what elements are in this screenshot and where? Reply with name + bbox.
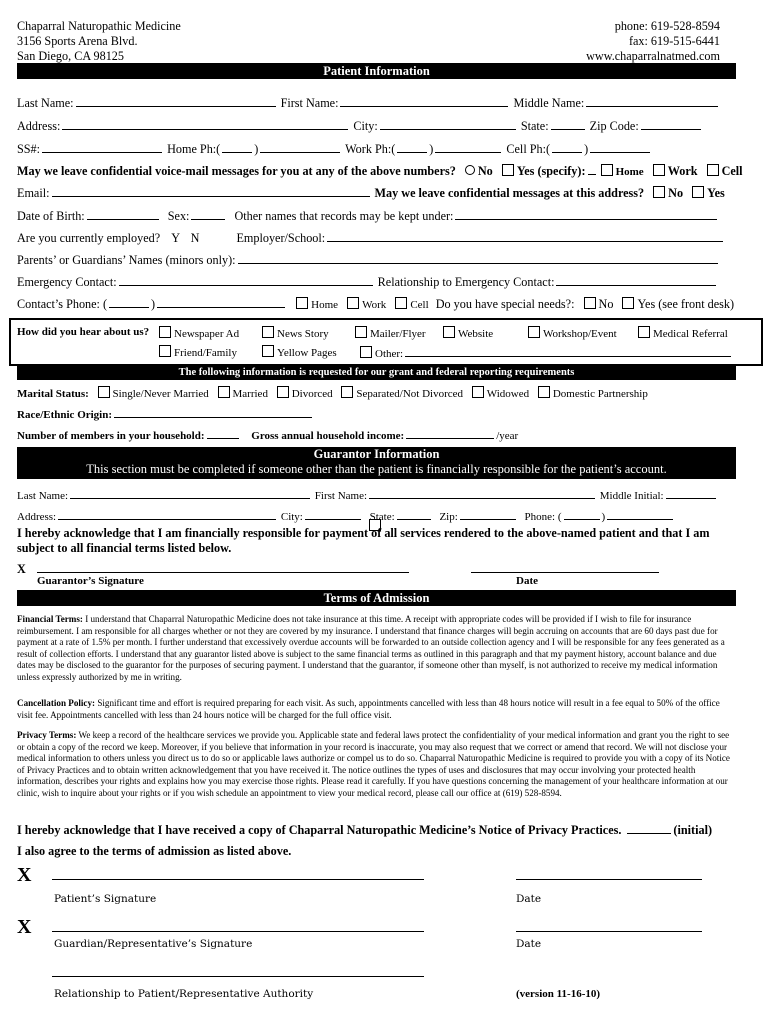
referral-other-field[interactable] — [405, 345, 731, 357]
messages-no-checkbox[interactable] — [653, 186, 665, 198]
guarantor-city-field[interactable] — [305, 508, 361, 520]
guarantor-last-name-field[interactable] — [70, 487, 310, 499]
contact-work-checkbox[interactable] — [347, 297, 359, 309]
guarantor-phone-area[interactable] — [564, 508, 600, 520]
emergency-relationship-field[interactable] — [556, 274, 716, 286]
guardian-signature-line[interactable] — [52, 931, 424, 932]
privacy-terms: Privacy Terms: We keep a record of the healthcare services we provide you. Applicable state and federal laws protect the confidentiality of your medical information and grant you the right to see or obtain a copy of the record we keep. Moreover, if you believe that information in your record is inaccurate, you may also request that we correct or amend that record. We will not disclose your medical information to others unless you direct us to do so or applicable laws authorize or compel us to do so. Chaparral Naturopathic Medicine is required to provide you with a copy of its Notice of Privacy Practices and to obtain written acknowledgement that you have received it. The notice outlines the types of uses and disclosures that may occur involving your protected health information, describes your rights and explains how you may exercise those rights. Please read it carefully. If you have questions concerning the management of your healthcare information at our clinic, wish to inquire about your rights or if you wish schedule an appointment to view your medical record, please call our office at (619) 528-8594. — [17, 730, 730, 798]
parents-field[interactable] — [238, 252, 718, 264]
ssn-field[interactable] — [42, 141, 162, 153]
household-field[interactable] — [207, 427, 239, 439]
grant-header: The following information is requested for our grant and federal reporting requirements — [17, 365, 736, 380]
financial-terms: Financial Terms: I understand that Chaparral Naturopathic Medicine does not take insurance at this time. A receipt with appropriate codes will be provided if I wish to file for insurance reimbursement. I am responsible for all charges whether or not they are covered by my insurance. I understand that finance charges will begin accruing on accounts that are 60 days past due for payment at a rate of 1.5% per month. I further understand that excessively overdue accounts will be forwarded to an outside collection agency and I will be responsible for any fees generated as a result of collection efforts. I understand that any guarantor listed above is subject to the same financial terms as outlined in this paragraph and that my payment history, account balance and due dates may be disclosed to the guarantor for the purposes of securing payment. I understand that the guarantor, if someone other than myself, is not authorized to receive my medical information unless expressly authorized by me in writing. — [17, 614, 725, 682]
guarantor-middle-initial-field[interactable] — [666, 487, 716, 499]
guarantor-zip-field[interactable] — [460, 508, 516, 520]
voicemail-home-checkbox[interactable] — [601, 164, 613, 176]
cancellation-policy: Cancellation Policy: Significant time and effort is required preparing for each visit. As such, appointments cancelled with less than 48 hours notice will result in a fee equal to 50% of the office visit fee. Appointments cancelled with less than 24 hours notice will be charged for the full office visit. — [17, 698, 720, 720]
guarantor-state-field[interactable] — [397, 508, 431, 520]
marital-option[interactable] — [472, 386, 484, 398]
guardian-date-label: Date — [516, 938, 542, 950]
voicemail-cell-checkbox[interactable] — [707, 164, 719, 176]
emergency-contact-field[interactable] — [119, 274, 373, 286]
practice-name: Chaparral Naturopathic Medicine — [17, 19, 181, 33]
home-phone-area[interactable] — [222, 141, 252, 153]
marital-option[interactable] — [538, 386, 550, 398]
address-row: Address: City: State: Zip Code: — [17, 118, 703, 134]
voicemail-no-radio[interactable] — [465, 165, 475, 175]
special-needs-no-checkbox[interactable] — [584, 297, 596, 309]
contact-cell-checkbox[interactable] — [395, 297, 407, 309]
dob-field[interactable] — [87, 208, 159, 220]
patient-x-mark: X — [17, 864, 32, 886]
guarantor-acknowledge-line-1: I hereby acknowledge that I am financially responsible for payment of all services rendered to the above-named patient and that I am — [17, 526, 710, 540]
patient-date-line[interactable] — [516, 879, 702, 880]
race-field[interactable] — [114, 406, 312, 418]
cell-phone-area[interactable] — [552, 141, 582, 153]
practice-website: www.chaparralnatmed.com — [586, 49, 720, 63]
name-row: Last Name: First Name: Middle Name: — [17, 95, 720, 111]
guarantor-header — [17, 447, 736, 479]
referral-option[interactable]: Mailer/Flyer — [349, 326, 426, 340]
income-field[interactable] — [406, 427, 494, 439]
guarantor-signature-label: Guarantor’s Signature — [37, 575, 144, 587]
guardian-date-line[interactable] — [516, 931, 702, 932]
guardian-signature-label: Guardian/Representative’s Signature — [54, 938, 253, 950]
practice-fax: fax: 619-515-6441 — [628, 34, 720, 48]
voicemail-row: May we leave confidential voice-mail messages for you at any of the above numbers? No Yes (specify): Home Work Cell — [17, 164, 743, 178]
city-field[interactable] — [380, 118, 516, 130]
guarantor-title: Guarantor Information — [313, 447, 440, 461]
referral-option[interactable]: Yellow Pages — [256, 345, 337, 359]
guarantor-x-mark: X — [17, 562, 26, 576]
employed-yes-option[interactable]: Y — [171, 231, 180, 245]
sex-field[interactable] — [191, 208, 225, 220]
practice-address-1: 3156 Sports Arena Blvd. — [17, 34, 138, 48]
referral-question: How did you hear about us? — [17, 326, 150, 338]
parents-row: Parents’ or Guardians’ Names (minors only): — [17, 252, 720, 268]
race-row: Race/Ethnic Origin: — [17, 406, 314, 421]
state-field[interactable] — [551, 118, 585, 130]
messages-yes-checkbox[interactable] — [692, 186, 704, 198]
guarantor-signature-line[interactable] — [37, 572, 409, 573]
phone-row: SS#: Home Ph:( ) Work Ph:( ) Cell Ph:( ) — [17, 141, 652, 157]
relationship-label: Relationship to Patient/Representative Authority — [54, 988, 314, 1000]
address-field[interactable] — [62, 118, 348, 130]
voicemail-yes-checkbox[interactable] — [502, 164, 514, 176]
referral-option[interactable]: Website — [437, 326, 493, 340]
guarantor-date-label: Date — [516, 575, 538, 587]
employer-field[interactable] — [327, 230, 723, 242]
agree-terms: I also agree to the terms of admission as listed above. — [17, 844, 292, 858]
marital-option[interactable] — [98, 386, 110, 398]
marital-row: Marital Status: Single/Never Married Married Divorced Separated/Not Divorced Widowed Domestic Partnership — [17, 388, 648, 400]
referral-option[interactable]: News Story — [256, 326, 329, 340]
patient-signature-label: Patient’s Signature — [54, 893, 157, 905]
patient-signature-line[interactable] — [52, 879, 424, 880]
employment-row: Are you currently employed? Y N Employer/School: — [17, 230, 725, 246]
marital-option[interactable] — [218, 386, 230, 398]
guardian-x-mark: X — [17, 916, 32, 938]
voicemail-work-checkbox[interactable] — [653, 164, 665, 176]
employed-no-option[interactable]: N — [190, 231, 200, 245]
cell-phone-field[interactable] — [590, 141, 650, 153]
dob-row: Date of Birth: Sex: Other names that records may be kept under: — [17, 208, 719, 224]
work-phone-area[interactable] — [397, 141, 427, 153]
guarantor-date-line[interactable] — [471, 572, 659, 573]
last-name-field[interactable] — [76, 95, 276, 107]
referral-option[interactable]: Medical Referral — [632, 326, 728, 340]
privacy-acknowledge: I hereby acknowledge that I have received a copy of Chaparral Naturopathic Medicine’s Notice of Privacy Practices. (initial) — [17, 823, 713, 837]
referral-other[interactable]: Other: — [360, 345, 733, 360]
contact-phone-row: Contact’s Phone: ( ) Home Work Cell Do you have special needs?: No Yes (see front desk) — [17, 297, 735, 311]
contact-home-checkbox[interactable] — [296, 297, 308, 309]
patient-date-label: Date — [516, 893, 542, 905]
work-phone-field[interactable] — [435, 141, 501, 153]
version-label: (version 11-16-10) — [516, 988, 601, 1000]
email-row: Email: May we leave confidential messages at this address? No Yes — [17, 186, 725, 200]
zip-field[interactable] — [641, 118, 701, 130]
middle-name-field[interactable] — [586, 95, 718, 107]
email-field[interactable] — [52, 185, 370, 197]
home-phone-field[interactable] — [260, 141, 340, 153]
practice-address-2: San Diego, CA 98125 — [17, 49, 124, 63]
marital-option[interactable] — [341, 386, 353, 398]
guarantor-subtitle: This section must be completed if someone other than the patient is financially responsible for the patient’s account. — [86, 462, 667, 476]
guarantor-name-row: Last Name: First Name: Middle Initial: — [17, 487, 718, 502]
patient-information-header: Patient Information — [17, 63, 736, 79]
referral-option[interactable]: Workshop/Event — [522, 326, 617, 340]
contact-phone-area[interactable] — [109, 296, 149, 308]
guarantor-phone-field[interactable] — [607, 508, 673, 520]
marital-option[interactable] — [277, 386, 289, 398]
guarantor-address-row: Address: City: State: Zip: Phone: ( ) — [17, 508, 675, 523]
contact-phone-field[interactable] — [157, 296, 285, 308]
household-row: Number of members in your household: Gross annual household income: /year — [17, 427, 518, 442]
terms-header: Terms of Admission — [17, 590, 736, 606]
relationship-line[interactable] — [52, 976, 424, 977]
initial-field[interactable] — [627, 822, 671, 834]
referral-option[interactable]: Newspaper Ad — [153, 326, 239, 340]
guarantor-acknowledge-line-2: subject to all financial terms listed below. — [17, 541, 232, 555]
other-names-field[interactable] — [455, 208, 717, 220]
emergency-row: Emergency Contact: Relationship to Emergency Contact: — [17, 274, 718, 290]
referral-option[interactable]: Friend/Family — [153, 345, 237, 359]
practice-phone: phone: 619-528-8594 — [614, 19, 720, 33]
first-name-field[interactable] — [340, 95, 508, 107]
special-needs-yes-checkbox[interactable] — [622, 297, 634, 309]
guarantor-first-name-field[interactable] — [369, 487, 595, 499]
guarantor-address-field[interactable] — [58, 508, 276, 520]
